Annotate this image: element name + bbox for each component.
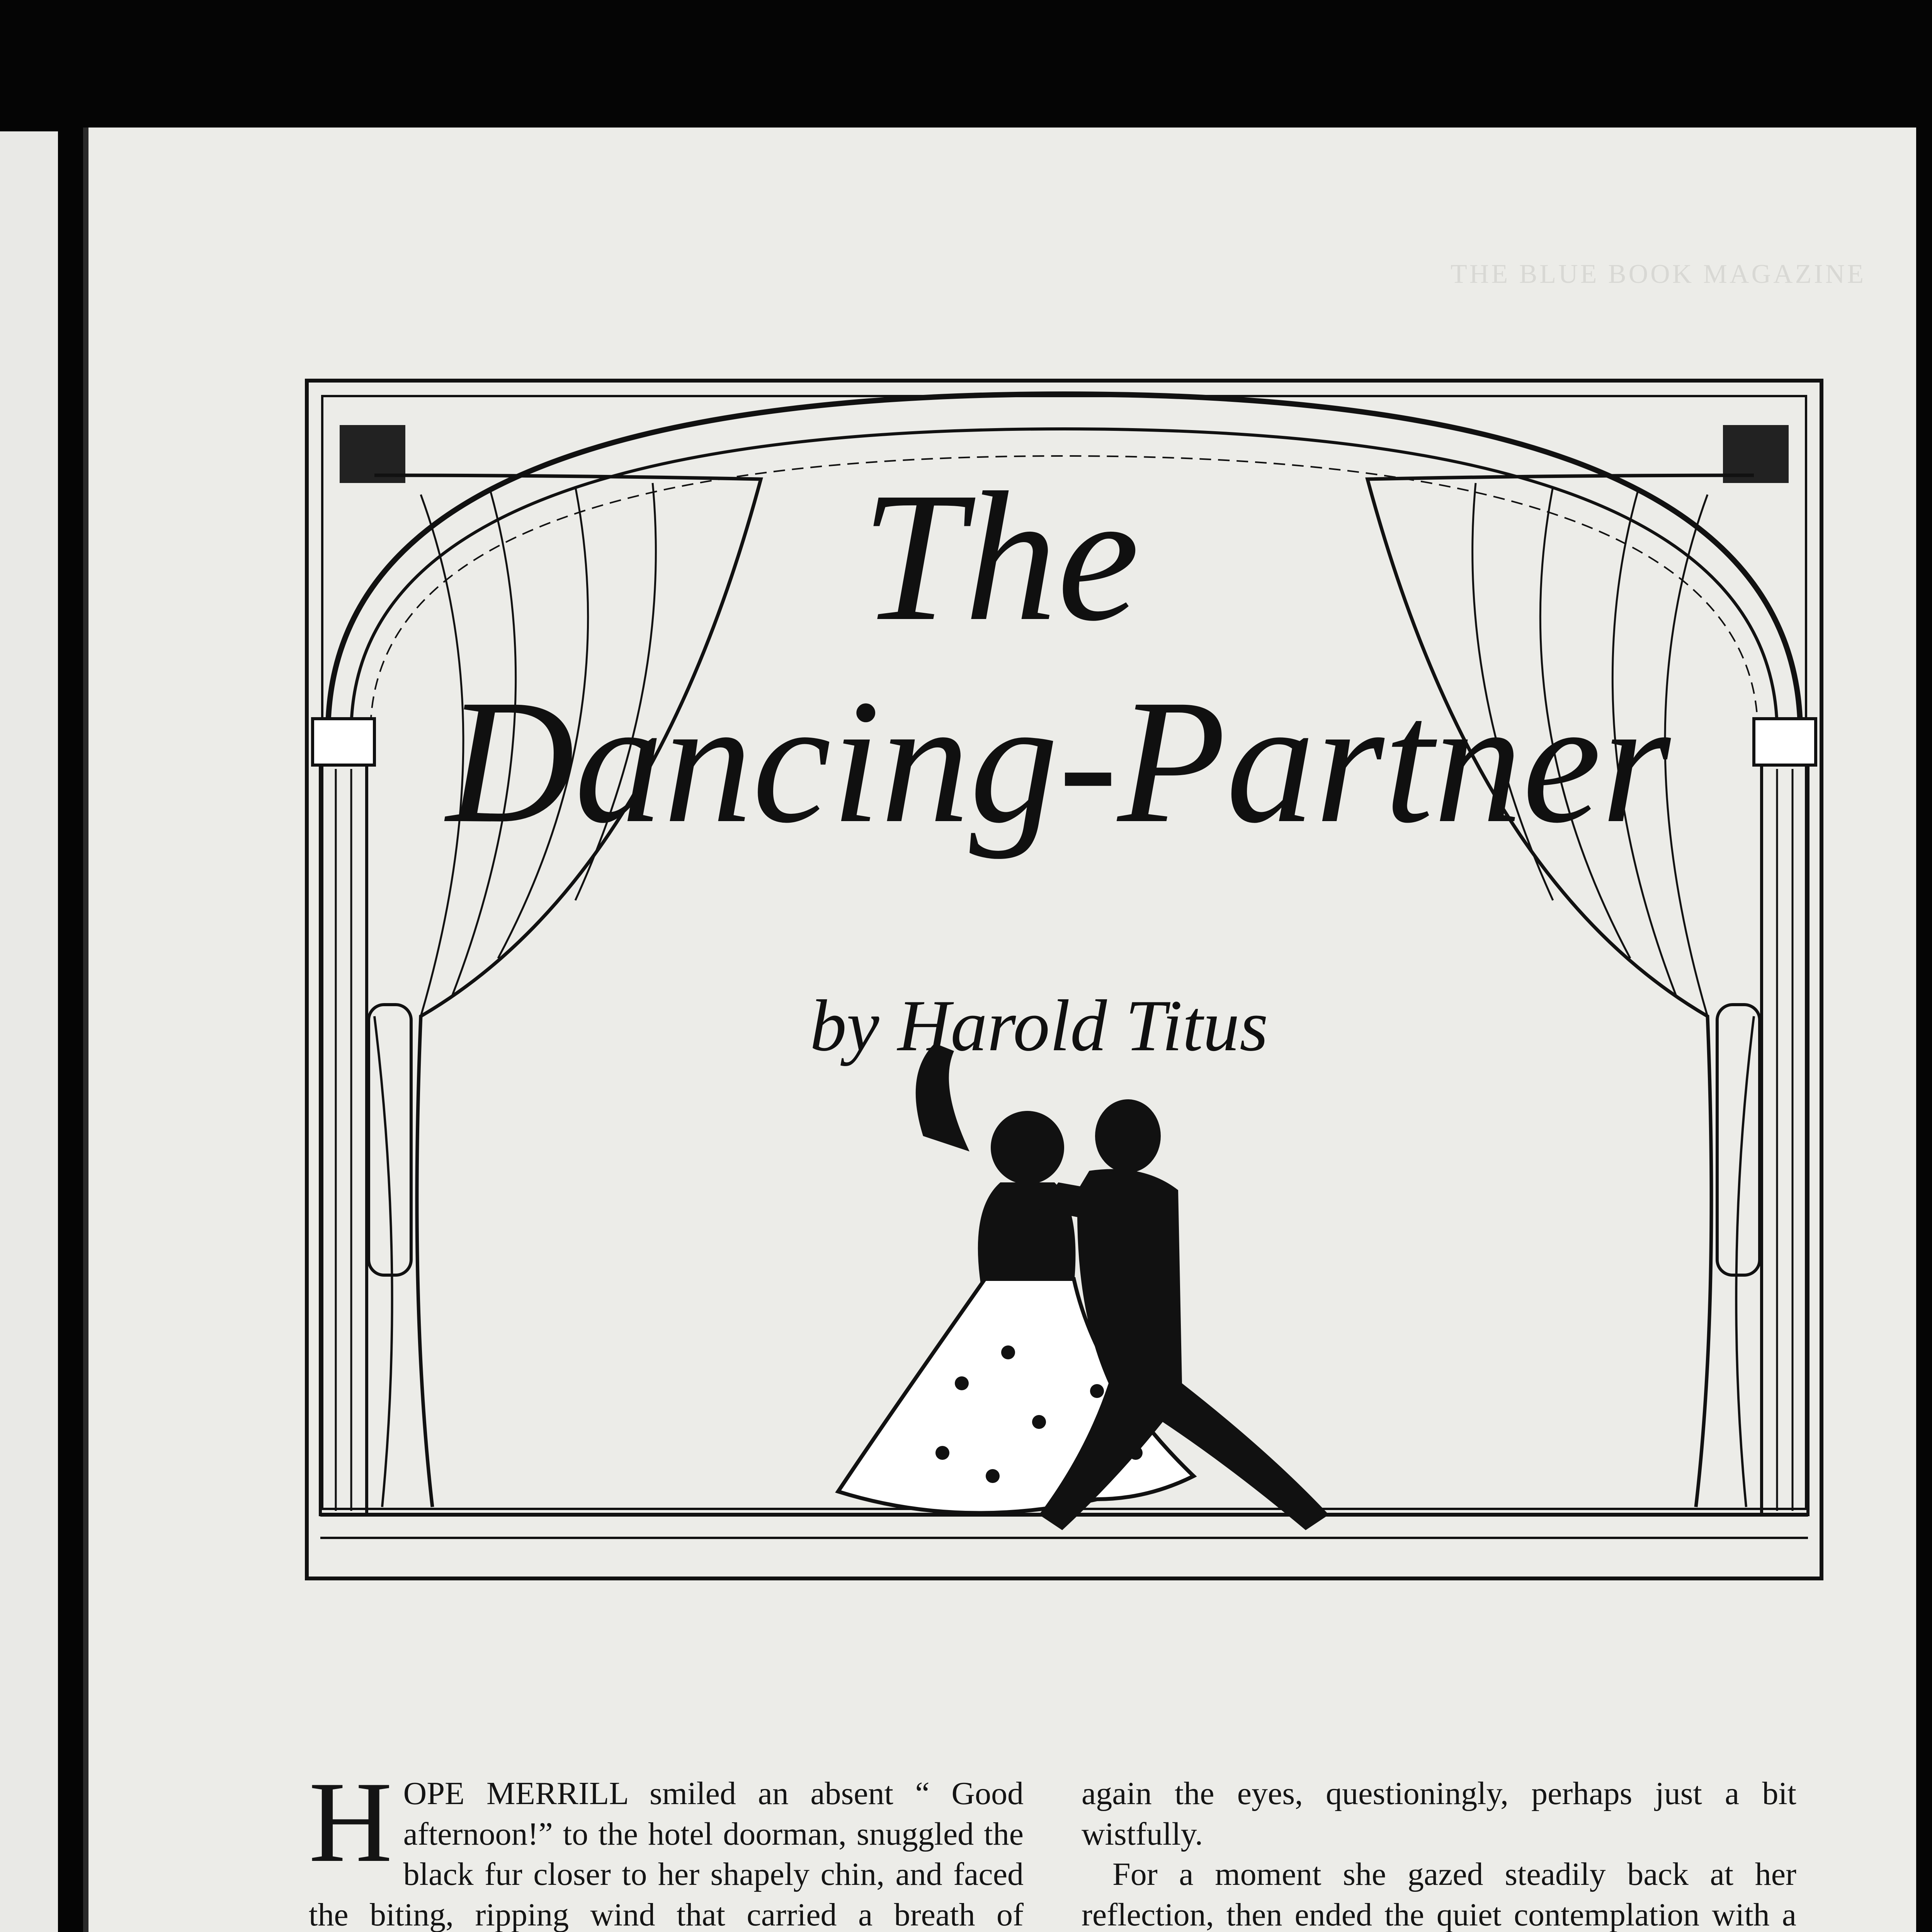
paragraph-text: OPE MERRILL smiled an absent “ Good afternoon!” to the hotel doorman, snuggled the black fur closer to her shapely chin, and faced the biting, ripping wind that carried a breath of	[309, 1776, 1024, 1932]
paragraph	[309, 1758, 1024, 1932]
title-illustration	[305, 379, 1823, 1580]
story-title-the: The	[861, 454, 1139, 659]
drop-cap: H	[309, 1758, 393, 1886]
byline: by Harold Titus	[810, 985, 1268, 1066]
running-head: THE BLUE BOOK MAGAZINE	[1451, 259, 1866, 289]
story-title: Dancing-Partner	[446, 663, 1671, 860]
dancing-couple-icon	[838, 1043, 1329, 1530]
paragraph: For a moment she gazed steadily back at her reflection, then ended the quiet contemplation with a	[1082, 1856, 1796, 1932]
text-column-left	[309, 1758, 1024, 1932]
magazine-page	[83, 128, 1916, 1932]
previous-page-edge	[0, 131, 58, 1932]
paragraph: again the eyes, questioningly, perhaps just a bit wistfully.	[1082, 1776, 1796, 1852]
text-column-right	[1082, 1774, 1796, 1932]
